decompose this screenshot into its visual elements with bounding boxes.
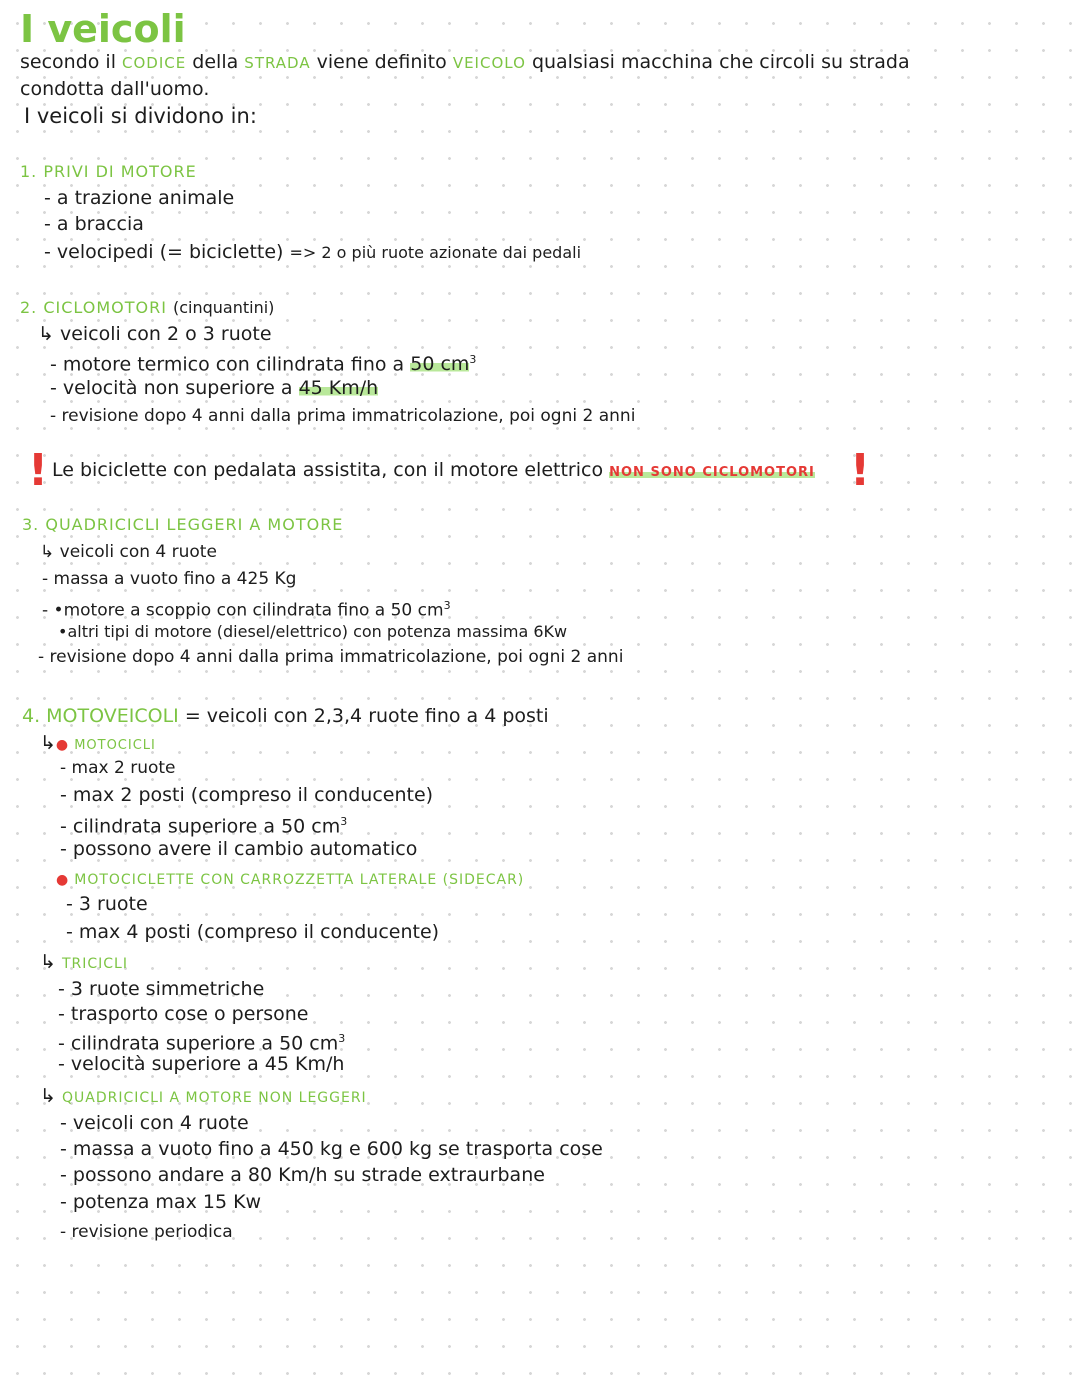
- list-item: - possono avere il cambio automatico: [60, 838, 418, 860]
- bullet-dot: ●: [56, 872, 69, 888]
- quadricicli-label: [40, 1084, 367, 1110]
- motocicli-label: [40, 731, 156, 758]
- list-item: - max 2 posti (compreso il conducente): [60, 784, 434, 806]
- page-title: I veicoli: [20, 7, 186, 51]
- section-3-heading: 3. QUADRICICLI LEGGERI A MOTORE: [22, 515, 344, 534]
- list-item: - massa a vuoto fino a 425 Kg: [42, 569, 297, 589]
- intro-line-1: [20, 50, 910, 75]
- list-item: - potenza max 15 Kw: [60, 1191, 262, 1213]
- superscript: 3: [340, 815, 348, 828]
- keyword-codice: CODICE: [122, 54, 187, 72]
- arrow-icon: ↳: [40, 951, 56, 973]
- tricicli-label: [40, 950, 128, 976]
- list-item-text: - cilindrata superiore a 50 cm: [60, 815, 341, 838]
- list-item: - 3 ruote: [66, 893, 148, 915]
- label-text: TRICICLI: [61, 956, 128, 972]
- list-item-text: - •motore a scoppio con cilindrata fino a 50 cm: [42, 600, 444, 621]
- superscript: 3: [338, 1032, 346, 1045]
- arrow-icon: ↳: [40, 1085, 56, 1107]
- section-2-sub: [38, 322, 272, 346]
- sidecar-label: [56, 866, 524, 892]
- highlight-value: 45 Km/h: [298, 377, 379, 399]
- list-item-text: - motore termico con cilindrata fino a: [50, 353, 405, 376]
- list-item-text: - velocità non superiore a: [50, 377, 293, 399]
- warning-highlight: NON SONO CICLOMOTORI: [609, 465, 815, 480]
- warning-line: [52, 458, 815, 485]
- list-item: •altri tipi di motore (diesel/elettrico) con potenza massima 6Kw: [58, 622, 568, 641]
- list-item-text: - cilindrata superiore a 50 cm: [58, 1032, 339, 1055]
- list-item: [50, 376, 378, 400]
- intro-text: qualsiasi macchina che circoli su strada: [531, 51, 910, 73]
- list-item: - veicoli con 4 ruote: [60, 1112, 249, 1134]
- sub-text: veicoli con 4 ruote: [59, 542, 217, 562]
- heading-text: 4. MOTOVEICOLI: [22, 705, 179, 727]
- section-1-heading: 1. PRIVI DI MOTORE: [20, 162, 197, 181]
- highlight-value: 50 cm: [410, 353, 470, 376]
- bullet-dot: ●: [55, 737, 69, 753]
- label-text: QUADRICICLI A MOTORE NON LEGGERI: [61, 1090, 367, 1106]
- section-3-sub: [40, 540, 217, 564]
- list-item: - revisione dopo 4 anni dalla prima immatricolazione, poi ogni 2 anni: [38, 647, 624, 667]
- arrow-icon: ↳: [40, 542, 55, 562]
- list-item: - revisione periodica: [60, 1222, 233, 1242]
- intro-text: viene definito: [316, 51, 447, 73]
- section-4-heading: [22, 704, 549, 728]
- superscript: 3: [469, 353, 477, 366]
- arrow-icon: ↳: [40, 732, 56, 754]
- list-item: - possono andare a 80 Km/h su strade extraurbane: [60, 1164, 545, 1186]
- list-item: - velocità superiore a 45 Km/h: [58, 1053, 345, 1075]
- arrow-note: => 2 o più ruote azionate dai pedali: [289, 243, 582, 262]
- intro-text: secondo il: [20, 51, 116, 73]
- list-item: [42, 594, 451, 623]
- list-item-velocipedi: [44, 240, 581, 265]
- list-item: - 3 ruote simmetriche: [58, 978, 265, 1000]
- keyword-strada: STRADA: [244, 54, 311, 72]
- list-item: - revisione dopo 4 anni dalla prima immatricolazione, poi ogni 2 anni: [50, 406, 636, 426]
- exclamation-icon: !: [28, 445, 49, 496]
- list-item: - a trazione animale: [44, 187, 235, 209]
- intro-line-2: condotta dall'uomo.: [20, 78, 210, 100]
- keyword-veicolo: VEICOLO: [452, 54, 526, 72]
- label-text: MOTOCICLI: [74, 738, 156, 753]
- intro-text: della: [192, 51, 239, 73]
- warning-text: Le biciclette con pedalata assistita, con il motore elettrico: [52, 459, 604, 481]
- sub-text: veicoli con 2 o 3 ruote: [59, 323, 272, 345]
- exclamation-icon: !: [850, 445, 871, 496]
- list-item: - max 2 ruote: [60, 758, 176, 778]
- heading-note: (cinquantini): [173, 298, 275, 317]
- list-item: [50, 348, 476, 376]
- intro-line-3: I veicoli si dividono in:: [24, 104, 257, 128]
- heading-rest: = veicoli con 2,3,4 ruote fino a 4 posti: [184, 705, 549, 727]
- list-item-text: - velocipedi (= biciclette): [44, 241, 284, 263]
- list-item: - max 4 posti (compreso il conducente): [66, 921, 440, 943]
- section-2-heading: [20, 295, 274, 320]
- list-item: - trasporto cose o persone: [58, 1003, 309, 1025]
- list-item: - a braccia: [44, 213, 144, 235]
- arrow-icon: ↳: [38, 323, 54, 345]
- list-item: [60, 810, 347, 838]
- list-item: - massa a vuoto fino a 450 kg e 600 kg se trasporta cose: [60, 1138, 603, 1160]
- label-text: MOTOCICLETTE CON CARROZZETTA LATERALE (SIDECAR): [74, 872, 525, 888]
- superscript: 3: [443, 599, 451, 612]
- heading-text: 2. CICLOMOTORI: [20, 298, 167, 317]
